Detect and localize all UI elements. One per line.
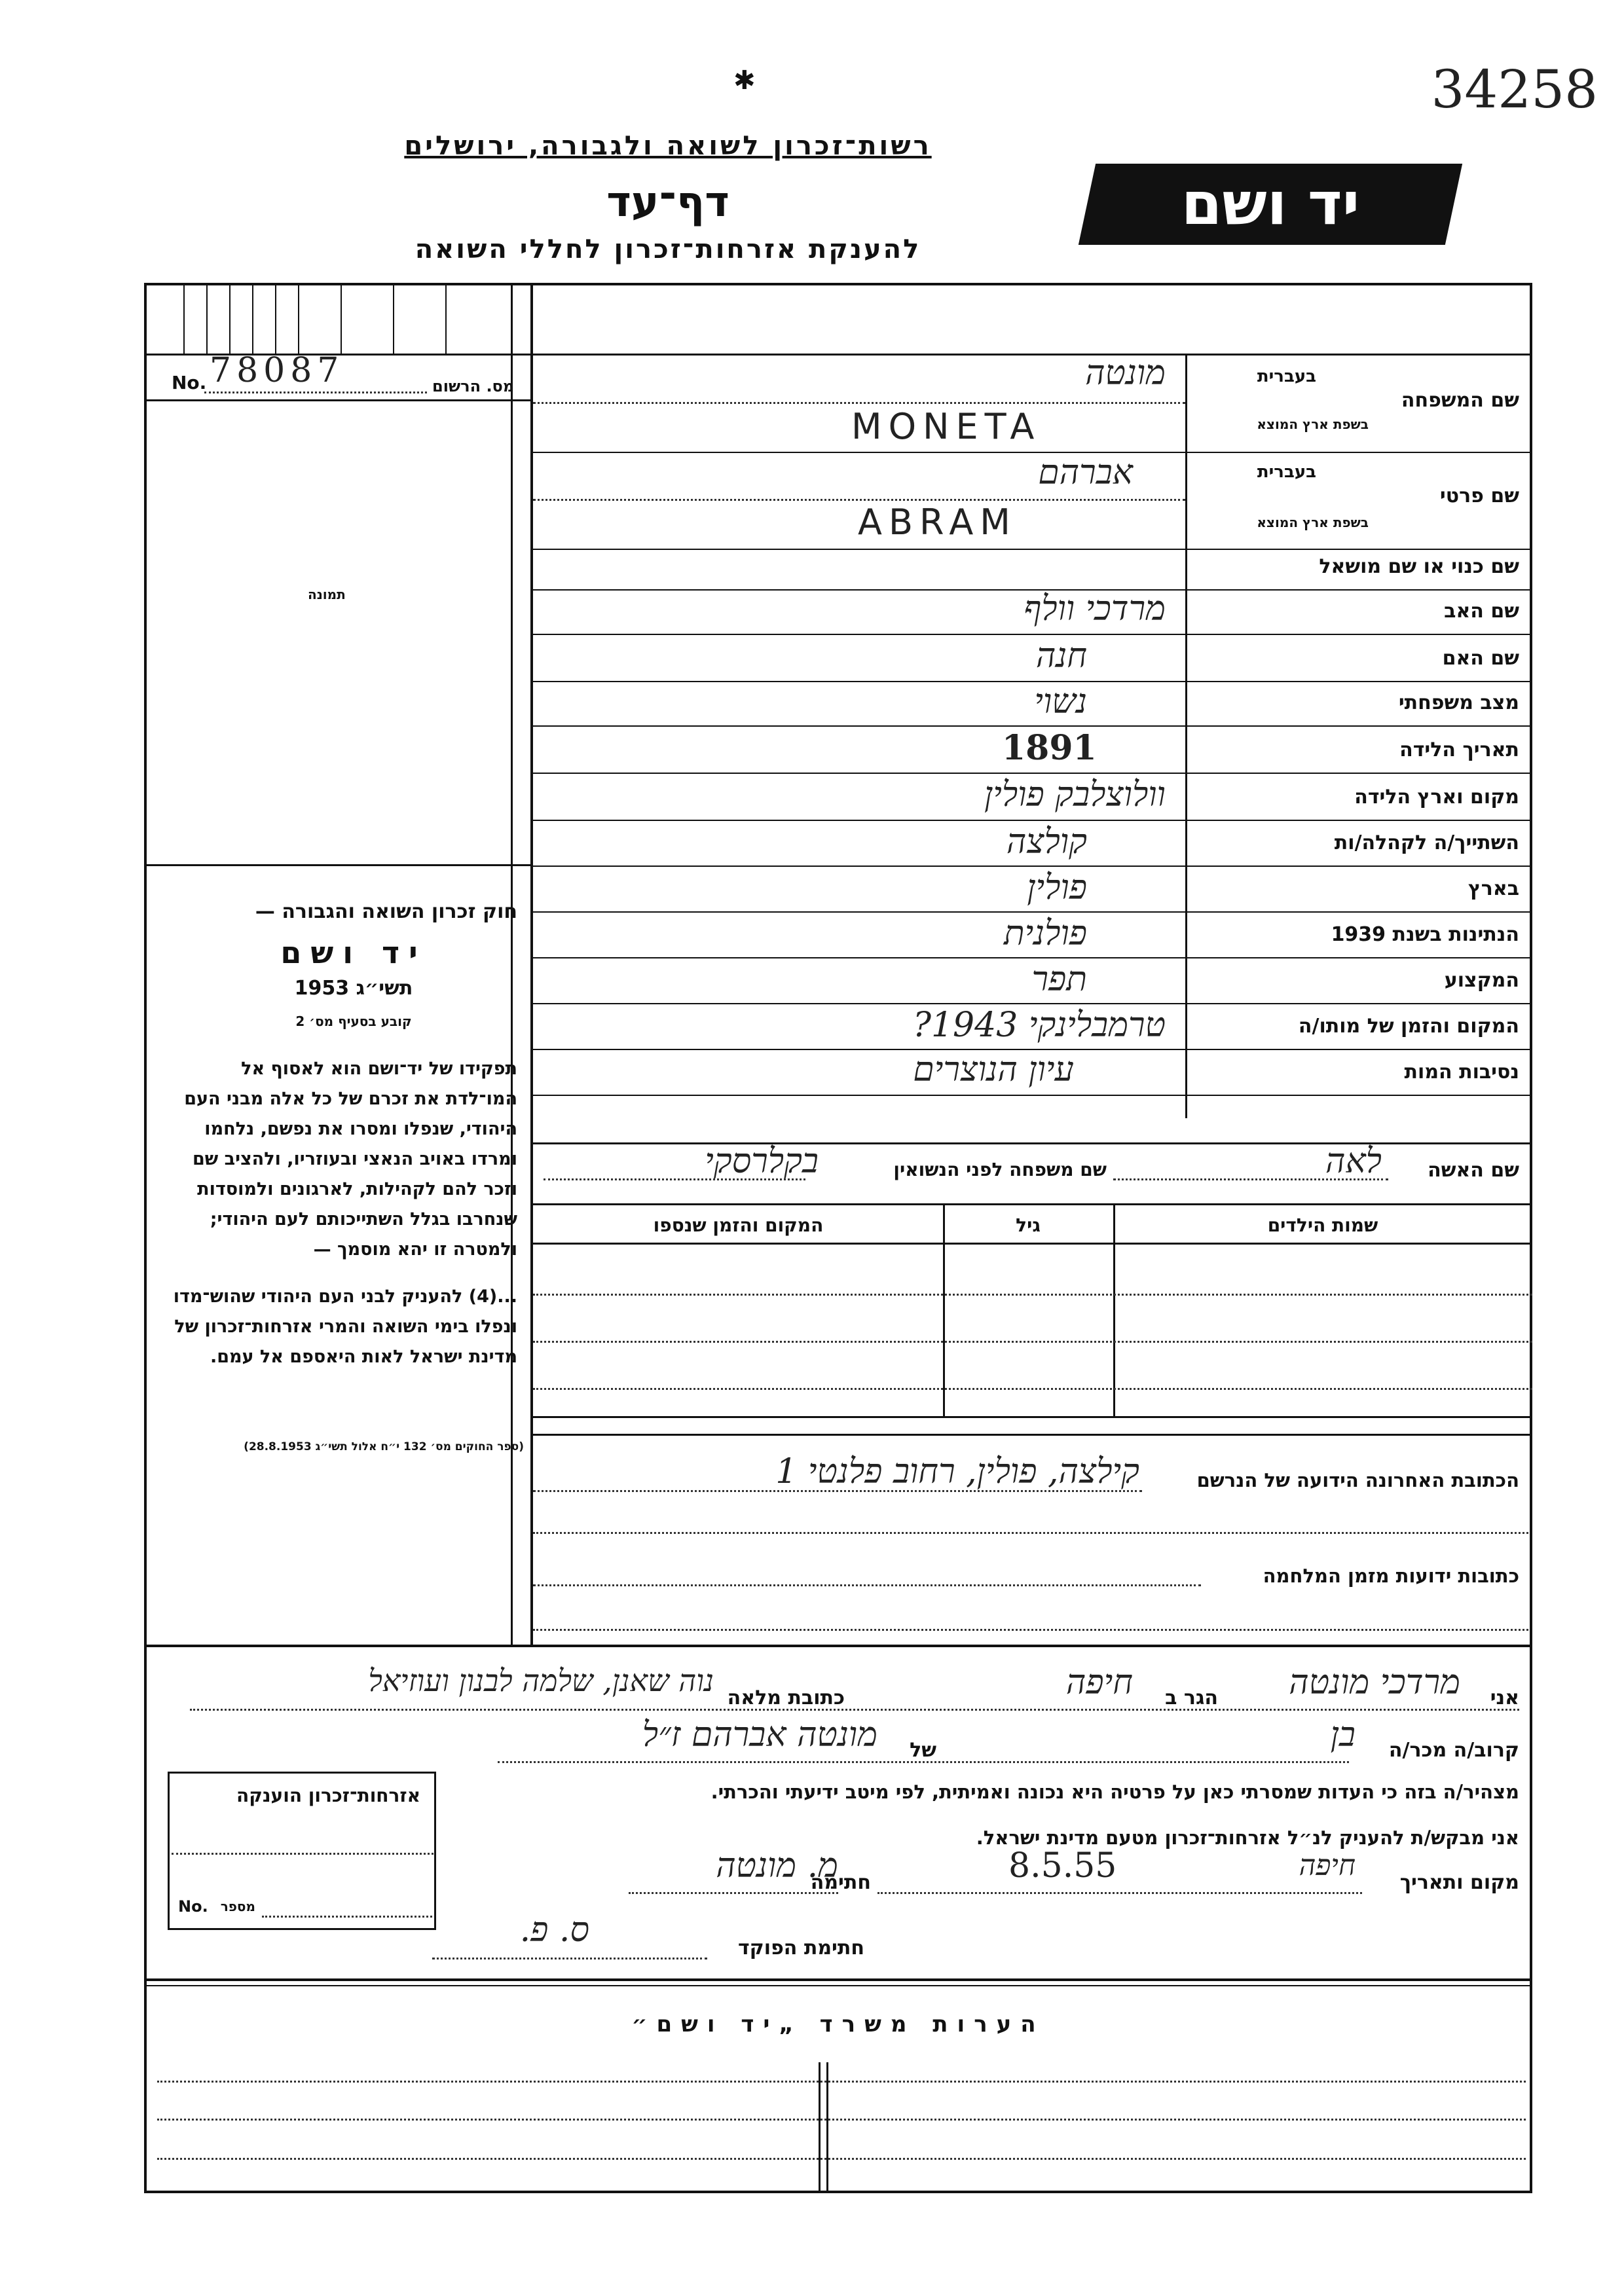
declarant-full-address: נוה שאנן, שלמה לבנון ועוזיאל — [368, 1663, 714, 1698]
profession-label: המקצוע — [1444, 969, 1519, 992]
wife-value: לאה — [1325, 1142, 1382, 1181]
place-value: חיפה — [1299, 1849, 1356, 1882]
request-text: אני מבקש/ת להעניק לנ״ל אזרחות־זכרון מטעם מדינת ישראל. — [976, 1827, 1519, 1849]
law-clause: קובע בסעיף מס׳ 2 — [295, 1013, 412, 1029]
reg-no-label: No. — [172, 372, 207, 393]
first-name-hebrew: אברהם — [1038, 453, 1133, 492]
children-place-header: המקום והזמן שנספו — [653, 1214, 824, 1236]
official-label: חתימת הפוקד — [738, 1937, 864, 1959]
of-label: של — [910, 1739, 936, 1762]
marital-value: נשוי — [1034, 682, 1087, 721]
family-name-hebrew: מונטה — [1085, 354, 1166, 393]
full-address-label: כתובת מלאה — [727, 1686, 845, 1709]
father-value: מרדכי וולף — [1024, 589, 1166, 629]
archive-number: 34258 — [1431, 59, 1598, 120]
declarant-city: חיפה — [1065, 1663, 1133, 1702]
of-name: מונטה אברהם ז״ל — [642, 1715, 877, 1755]
first-name-native-sub: בשפת ארץ המוצא — [1257, 515, 1369, 530]
declaration-text: מצהיר/ה בזה כי העדות שמסרתי כאן על פרטיה היא נכונה ואמיתית, לפי מיטב ידיעתי והכרתי. — [710, 1781, 1519, 1803]
form-title: דף־עד — [606, 178, 729, 227]
maiden-value: בקלרסקי — [705, 1142, 819, 1181]
law-year: תשי״ג 1953 — [294, 977, 413, 1000]
i-label: אני — [1490, 1686, 1519, 1709]
law-para2: ...(4) להעניק לבני העם היהודי שהוש־מדו ונפלו בימי השואה והמרי אזרחות־זכרון של מדינת ישראל לאות היאספם אל עמם. — [173, 1286, 517, 1367]
citizenship-no-heb: מספר — [220, 1899, 255, 1914]
last-address-value: קילצה, פולין, רחוב פלנטי 1 — [775, 1452, 1139, 1491]
official-signature: ס. פ. — [519, 1910, 589, 1950]
citizenship-label: הנתינות בשנת 1939 — [1331, 923, 1519, 946]
family-name-native: MONETA — [851, 406, 1041, 447]
date-value: 8.5.55 — [1008, 1846, 1117, 1886]
cell-div — [183, 283, 185, 354]
office-notes-title: הערות משרד „יד ושם״ — [631, 2011, 1045, 2037]
reg-no-heb: מס. הרשום — [432, 377, 515, 395]
family-name-heb-sub: בעברית — [1257, 367, 1316, 386]
nickname-label: שם כנוי או שם מושאל — [1319, 555, 1519, 578]
marital-label: מצב משפחתי — [1398, 691, 1519, 714]
citizenship-no-label: No. — [178, 1897, 208, 1916]
signature-value: מ. מונטה — [716, 1846, 838, 1886]
community-label: השתייך/ה לקהלה/ות — [1334, 831, 1519, 854]
relation-label: קרוב/ה מכר/ה — [1388, 1739, 1519, 1762]
first-name-heb-sub: בעברית — [1257, 462, 1316, 482]
citizenship-box-title: אזרחות־זכרון הוענקה — [236, 1785, 420, 1806]
logo-text: יד ושם — [1181, 170, 1360, 238]
lives-label: הגר ב — [1165, 1686, 1218, 1709]
maiden-label: שם משפחה לפני הנשואין — [893, 1159, 1107, 1180]
law-heading: חוק זכרון השואה והגבורה — — [255, 900, 517, 923]
birth-place-label: מקום וארץ הלידה — [1354, 786, 1519, 809]
first-name-label: שם פרטי — [1439, 484, 1519, 507]
citizenship-value: פולנית — [1003, 914, 1087, 953]
punch-mark: ✱ — [733, 65, 756, 96]
law-ref: (ספר החוקים מס׳ 132 י״ח אלול תשי״ג 28.8.1953) — [244, 1440, 524, 1453]
death-place-value: טרמבלינקי 1943? — [913, 1006, 1166, 1045]
birth-date-value: 1891 — [1002, 728, 1097, 768]
father-label: שם האב — [1444, 600, 1519, 623]
death-circ-value: עיון הנוצרים — [913, 1050, 1074, 1089]
birth-place-value: וולוצלבק פולין — [984, 775, 1166, 814]
profession-value: תפר — [1031, 960, 1087, 999]
country-label: בארץ — [1467, 877, 1519, 900]
relation-value: בן — [1330, 1715, 1356, 1755]
country-value: פולין — [1027, 868, 1087, 907]
family-name-label: שם המשפחה — [1401, 389, 1519, 412]
community-value: קולצה — [1006, 822, 1087, 862]
authority-title: רשות־זכרון לשואה ולגבורה, ירושלים — [404, 131, 932, 161]
wife-label: שם האשה — [1428, 1159, 1519, 1182]
law-name: יד ושם — [280, 935, 427, 970]
law-para1: תפקידו של יד־ושם הוא לאסוף אל המו־לדת את זכרם של כל אלה מבני העם היהודי, שנפלו ומסרו את נפשם, נלחמו ומרדו באויב הנאצי ובעוזריו, ולהציב שם וזכר להם לקהילות, לארגונים ולמוסדות שנחרבו בגלל השתייכותם לעם היהודי; ולמטרה זו יהא מוסמך — — [184, 1059, 517, 1260]
declarant-name: מרדכי מונטה — [1289, 1663, 1460, 1702]
first-name-native: ABRAM — [858, 501, 1017, 543]
mother-value: חנה — [1035, 636, 1087, 676]
signature-label: חתימה — [810, 1871, 871, 1894]
death-circ-label: נסיבות המות — [1404, 1061, 1519, 1084]
place-date-label: מקום ותאריך — [1399, 1871, 1519, 1894]
mother-label: שם האם — [1442, 647, 1519, 670]
form-subtitle: להענקת אזרחות־זכרון לחללי השואה — [415, 234, 921, 264]
death-place-label: המקום והזמן של מותו/ה — [1298, 1015, 1519, 1038]
birth-date-label: תאריך הלידה — [1399, 738, 1519, 761]
last-address-label: הכתובת האחרונה הידועה של הנרשם — [1196, 1469, 1519, 1491]
reg-no-value: 78087 — [210, 351, 344, 390]
children-age-header: גיל — [1016, 1214, 1041, 1236]
family-name-native-sub: בשפת ארץ המוצא — [1257, 416, 1369, 432]
children-names-header: שמות הילדים — [1267, 1214, 1378, 1236]
photo-label: תמונה — [308, 587, 346, 602]
war-address-label: כתובות ידועות מזמן המלחמה — [1263, 1565, 1519, 1587]
